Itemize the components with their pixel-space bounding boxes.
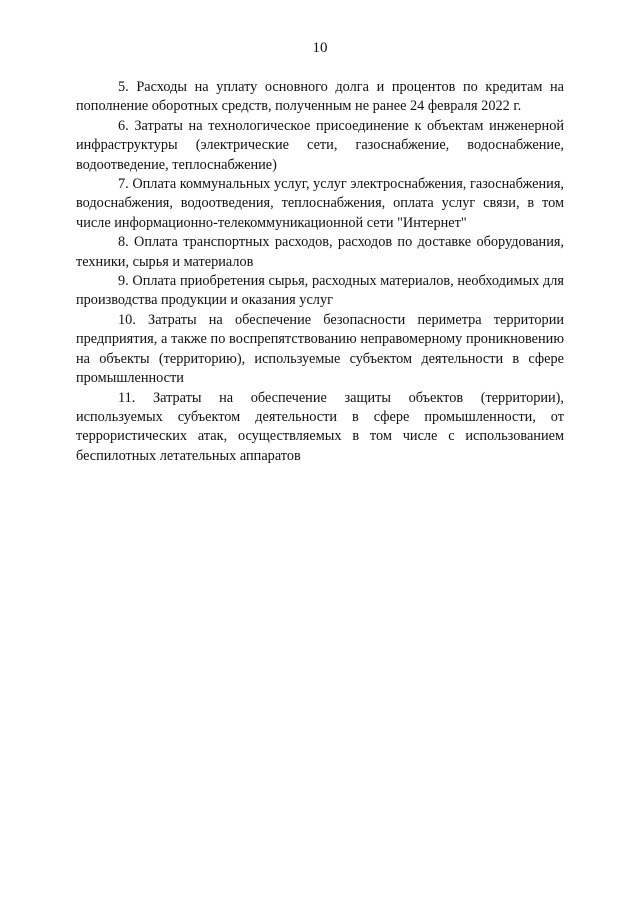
document-body [76, 78, 564, 466]
list-item-6: 6. Затраты на технологическое присоединение к объектам инженерной инфраструктуры (электрические сети, газоснабжение, водоснабжение, водоотведение, теплоснабжение) [76, 117, 564, 173]
list-item-8: 8. Оплата транспортных расходов, расходов по доставке оборудования, техники, сырья и материалов [76, 234, 564, 270]
list-item-11: 11. Затраты на обеспечение защиты объектов (территории), используемых субъектом деятельности в сфере промышленности, от террористических атак, осуществляемых в том числе с использованием беспилотных летательных аппаратов [76, 389, 564, 464]
list-item-7: 7. Оплата коммунальных услуг, услуг электроснабжения, газоснабжения, водоснабжения, водоотведения, теплоснабжения, оплата услуг связи, в том числе информационно-телекоммуникационной сети "Интернет" [76, 176, 564, 231]
list-item-10: 10. Затраты на обеспечение безопасности периметра территории предприятия, а также по воспрепятствованию неправомерному проникновению на объекты (территорию), используемые субъектом деятельности в сфере промышленности [76, 311, 564, 387]
page-number: 10 [312, 40, 328, 56]
list-item-9: 9. Оплата приобретения сырья, расходных материалов, необходимых для производства продукции и оказания услуг [76, 273, 564, 309]
list-item-5: 5. Расходы на уплату основного долга и процентов по кредитам на пополнение оборотных средств, полученным не ранее 24 февраля 2022 г. [76, 79, 564, 115]
